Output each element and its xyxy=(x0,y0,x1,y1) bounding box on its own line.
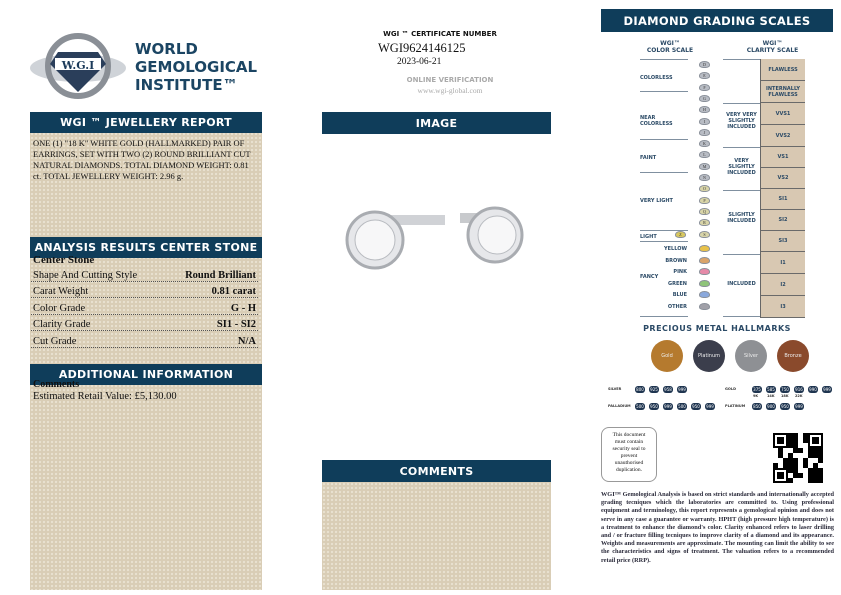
gold-hallmark: 990 xyxy=(809,387,817,392)
row-value: Round Brilliant xyxy=(185,269,256,281)
disclaimer: WGI™ Gemological Analysis is based on strict standards and internationally accepted grading tecniques which the laboratories are committed to. Using professional equipment and terminology, this report represents a gemological opinion and does not serve in any case a guarantee or warranty. HPHT (high pressure high temperature) is a treatment to enhance the diamond's color. Clarity enhanced refers to laser drilling and / or fracture filling tecniques to improve clarity of a diamond and its appearance. Weights and measurements are approximate. The mounting can limit the ability to see the characteristics and signs of treatment. The valuation refers to a recommended retail price (RRP). xyxy=(601,491,834,564)
color-diamond-icon: I xyxy=(699,118,710,125)
divider xyxy=(723,190,760,191)
color-group-label: VERY LIGHT xyxy=(640,198,673,204)
palladium-hallmark: 950 xyxy=(650,404,658,409)
color-diamond-icon: J xyxy=(699,129,710,136)
color-group-label: FANCY xyxy=(640,274,659,280)
hallmarks-header: PRECIOUS METAL HALLMARKS xyxy=(643,324,791,333)
clarity-grade: I1 xyxy=(761,252,805,274)
color-group-label: LIGHT xyxy=(640,234,657,240)
silver-hallmark: 999 xyxy=(678,387,686,392)
platinum-hallmark: 999 xyxy=(795,404,803,409)
row-label: Clarity Grade xyxy=(33,319,91,330)
additional-subtitle: Comments xyxy=(33,379,80,390)
clarity-title-2: CLARITY SCALE xyxy=(746,47,799,54)
row-label: Cut Grade xyxy=(33,335,77,347)
divider xyxy=(640,139,688,140)
logo-line1: WORLD xyxy=(135,40,198,58)
divider xyxy=(640,316,688,317)
color-diamond-icon: Q xyxy=(699,208,710,215)
color-diamond-icon: S xyxy=(699,231,710,238)
analysis-row xyxy=(31,331,258,348)
divider xyxy=(723,147,760,148)
qr-code-icon[interactable] xyxy=(773,433,823,483)
certificate-date: 2023-06-21 xyxy=(397,57,442,67)
clarity-title-1: WGI™ xyxy=(762,40,783,47)
fancy-color-label: OTHER xyxy=(667,303,687,310)
color-diamond-icon: G xyxy=(699,95,710,102)
fancy-diamond-icon xyxy=(699,257,710,264)
report-description: ONE (1) "18 K" WHITE GOLD (HALLMARKED) PAIR OF EARRINGS, SET WITH TWO (2) ROUND BRILLIANT CUT NATURAL DIAMONDS. TOTAL DIAMOND WEIGHT: 0.81 ct. TOTAL JEWELLERY WEIGHT: 2.96 g. xyxy=(33,138,251,181)
silver-coin-icon: Silver xyxy=(735,340,767,372)
color-group-label: COLORLESS xyxy=(640,75,673,81)
color-diamond-icon: E xyxy=(699,72,710,79)
clarity-grade: SI2 xyxy=(761,210,805,231)
clarity-group-label: VERY SLIGHTLY INCLUDED xyxy=(727,158,756,176)
silver-hallmark: 800 xyxy=(636,387,644,392)
palladium-hallmark: 999 xyxy=(706,404,714,409)
analysis-row xyxy=(31,298,258,315)
analysis-header: ANALYSIS RESULTS CENTER STONE xyxy=(30,237,262,258)
fancy-diamond-icon xyxy=(699,303,710,310)
clarity-grade: VVS2 xyxy=(761,125,805,147)
divider xyxy=(723,254,760,255)
fancy-color-label: PINK xyxy=(673,269,687,275)
security-note: This document must contain security seal to prevent unauthorised duplication. xyxy=(601,427,657,482)
online-verification-label: ONLINE VERIFICATION xyxy=(406,76,494,84)
logo-wordmark xyxy=(135,40,257,94)
divider xyxy=(640,241,688,242)
color-diamond-icon: D xyxy=(699,61,710,68)
gold-hallmark: 750 xyxy=(781,387,789,392)
color-diamond-icon: F xyxy=(699,84,710,91)
palladium-hallmark: 500 xyxy=(678,404,686,409)
color-diamond-icon: R xyxy=(699,219,710,226)
color-group-label: NEAR COLORLESS xyxy=(640,115,673,127)
grading-scales-header: DIAMOND GRADING SCALES xyxy=(601,9,833,32)
gold-hallmark: 916 xyxy=(795,387,803,392)
row-label: Carat Weight xyxy=(33,286,89,297)
gold-hallmark: 585 xyxy=(767,387,775,392)
logo-line3: INSTITUTE™ xyxy=(135,76,238,94)
platinum-hallmark: 950 xyxy=(781,404,789,409)
clarity-scale-title xyxy=(735,40,810,54)
color-scale-title xyxy=(640,40,700,54)
clarity-grade: SI3 xyxy=(761,231,805,252)
clarity-grade: I2 xyxy=(761,274,805,296)
left-panel xyxy=(30,112,262,590)
certificate-number: WGI9624146125 xyxy=(378,41,466,55)
clarity-grade: INTERNALLY FLAWLESS xyxy=(761,81,805,103)
clarity-grade: VVS1 xyxy=(761,103,805,125)
gold-karat: 22K xyxy=(795,394,803,398)
analysis-subtitle: Center Stone xyxy=(33,254,95,266)
gold-hallmark: 375 xyxy=(753,387,761,392)
color-diamond-icon: Z xyxy=(675,231,686,238)
fancy-color-label: YELLOW xyxy=(664,246,687,252)
wgi-logo xyxy=(28,30,128,102)
fancy-color-label: BROWN xyxy=(665,257,687,264)
verification-url[interactable]: www.wgi-global.com xyxy=(417,86,483,95)
color-diamond-icon: M xyxy=(699,163,710,170)
comments-header: COMMENTS xyxy=(322,460,551,482)
palladium-hallmark: 950 xyxy=(692,404,700,409)
row-label: Shape And Cutting Style xyxy=(33,269,138,281)
platinum-label: PLATINUM xyxy=(725,404,746,408)
gold-label: GOLD xyxy=(725,387,736,391)
additional-info-header: ADDITIONAL INFORMATION xyxy=(30,364,262,385)
image-header: IMAGE xyxy=(322,112,551,134)
palladium-label: PALLADIUM xyxy=(608,404,631,408)
platinum-coin-icon: Platinum xyxy=(693,340,725,372)
fancy-diamond-icon xyxy=(699,291,710,298)
row-label: Color Grade xyxy=(33,302,86,314)
color-diamond-icon: N xyxy=(699,174,710,181)
color-diamond-icon: L xyxy=(699,151,710,158)
row-value: N/A xyxy=(237,335,256,347)
row-value: SI1 - SI2 xyxy=(216,319,256,330)
certificate-label: WGI ™ CERTIFICATE NUMBER xyxy=(383,30,497,38)
divider xyxy=(723,316,760,317)
bronze-coin-icon: Bronze xyxy=(777,340,809,372)
hallmark-coins xyxy=(651,340,809,372)
fancy-color-label: GREEN xyxy=(668,280,687,287)
fancy-diamond-icon xyxy=(699,245,710,252)
silver-hallmark: 958 xyxy=(664,387,672,392)
divider xyxy=(640,91,688,92)
divider xyxy=(640,59,688,60)
divider xyxy=(723,59,760,60)
silver-hallmark: 925 xyxy=(650,387,658,392)
gold-karat: 9K xyxy=(753,394,759,398)
gold-hallmark: 999 xyxy=(823,387,831,392)
clarity-grade: VS1 xyxy=(761,147,805,168)
color-title-2: COLOR SCALE xyxy=(646,47,694,54)
color-title-1: WGI™ xyxy=(660,40,680,47)
color-group-label: FAINT xyxy=(640,155,657,161)
fancy-diamond-icon xyxy=(699,280,710,287)
clarity-group-label: INCLUDED xyxy=(727,281,756,287)
divider xyxy=(640,172,688,173)
jewellery-report-header: WGI ™ JEWELLERY REPORT xyxy=(30,112,262,133)
row-value: G - H xyxy=(230,302,256,314)
analysis-row xyxy=(31,282,258,299)
color-diamond-icon: K xyxy=(699,140,710,147)
clarity-grade: FLAWLESS xyxy=(761,59,805,81)
fancy-color-label: BLUE xyxy=(672,292,687,298)
row-value: 0.81 carat xyxy=(211,286,256,297)
analysis-row xyxy=(31,315,258,332)
earrings-image xyxy=(325,185,550,280)
platinum-hallmark: 850 xyxy=(753,404,761,409)
platinum-hallmark: 900 xyxy=(767,404,775,409)
gold-coin-icon: Gold xyxy=(651,340,683,372)
analysis-row xyxy=(31,265,258,282)
color-diamond-icon: H xyxy=(699,106,710,113)
silver-label: SILVER xyxy=(608,387,622,391)
palladium-hallmark: 999 xyxy=(664,404,672,409)
comments-panel xyxy=(322,482,551,590)
clarity-group-label: SLIGHTLY INCLUDED xyxy=(727,212,756,224)
palladium-hallmark: 500 xyxy=(636,404,644,409)
logo-seal-text: W.G.I xyxy=(61,59,95,72)
clarity-grade: SI1 xyxy=(761,189,805,210)
clarity-grade: I3 xyxy=(761,296,805,318)
retail-value: Estimated Retail Value: £5,130.00 xyxy=(33,391,177,402)
divider xyxy=(723,103,760,104)
analysis-table xyxy=(31,265,258,348)
clarity-column xyxy=(760,59,805,318)
clarity-grade: VS2 xyxy=(761,168,805,189)
color-diamond-icon: O xyxy=(699,185,710,192)
color-diamond-icon: P xyxy=(699,197,710,204)
fancy-diamond-icon xyxy=(699,268,710,275)
logo-line2: GEMOLOGICAL xyxy=(135,58,258,76)
clarity-group-label: VERY VERY SLIGHTLY INCLUDED xyxy=(726,112,757,130)
gold-karat: 14K xyxy=(767,394,775,398)
gold-karat: 18K xyxy=(781,394,789,398)
